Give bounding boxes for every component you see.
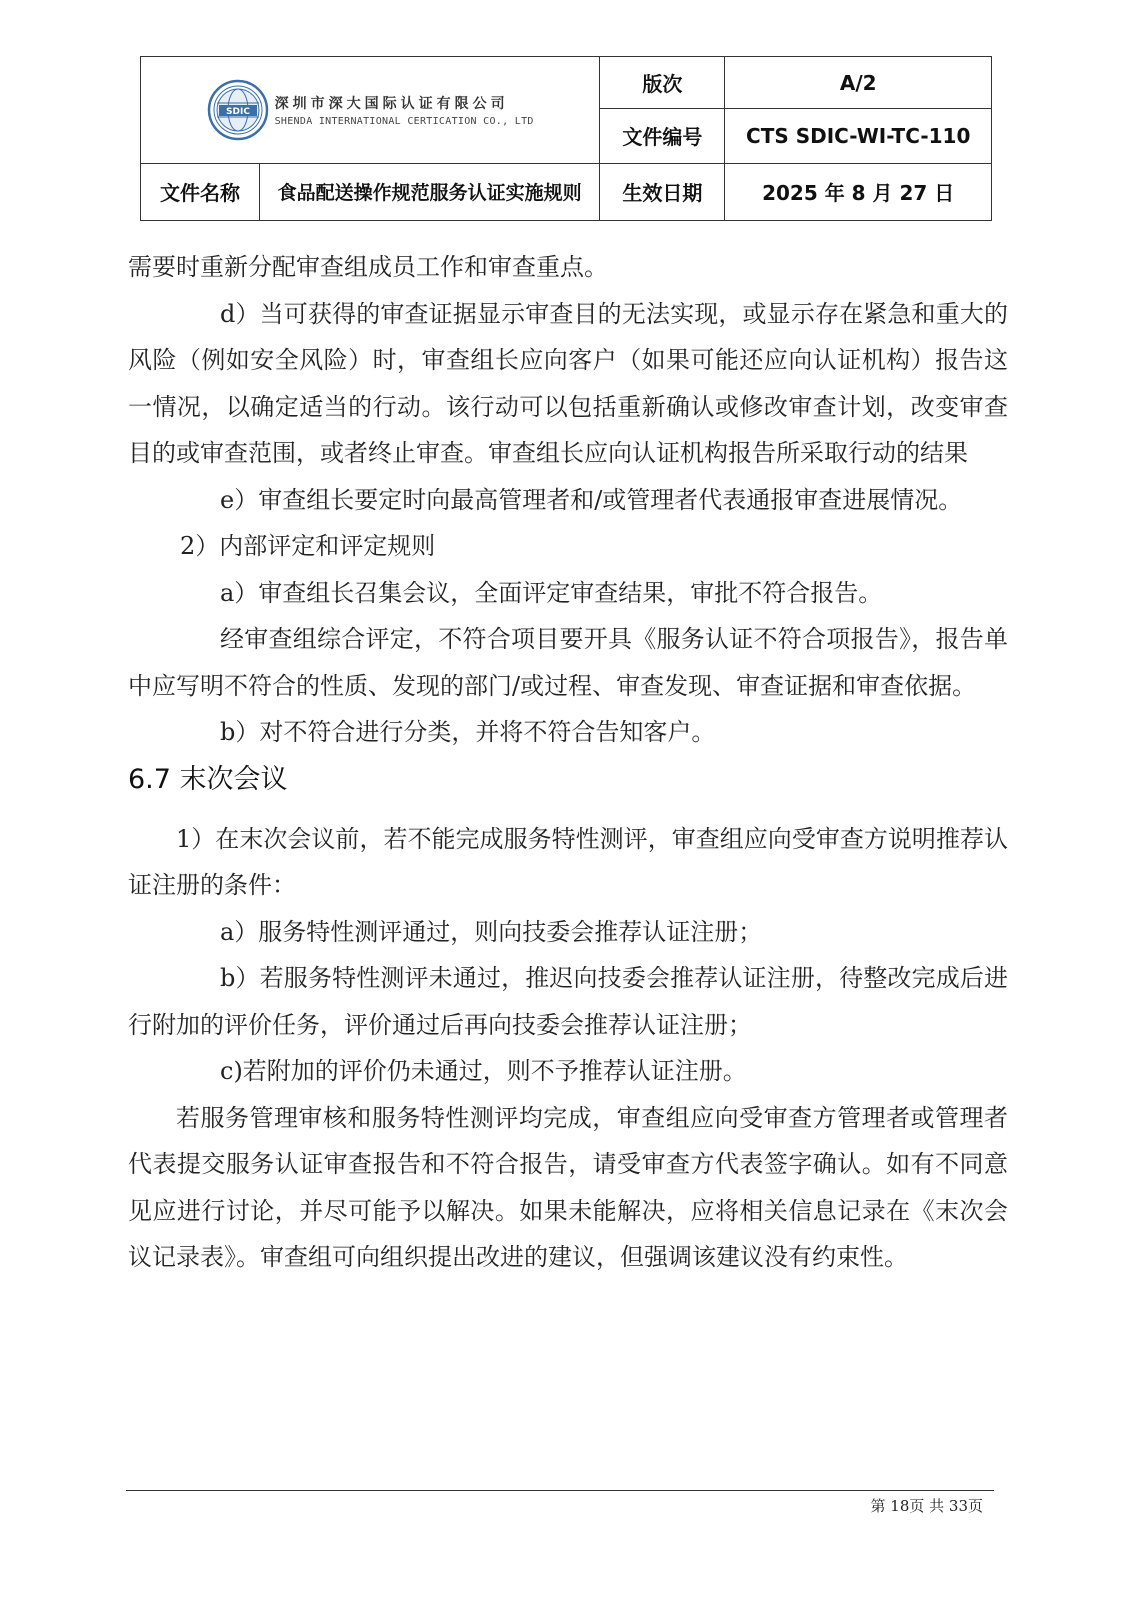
paragraph: a）审查组长召集会议，全面评定审查结果，审批不符合报告。 (220, 578, 883, 607)
version-label: 版次 (600, 57, 725, 109)
doc-name-label: 文件名称 (141, 163, 260, 220)
company-logo-icon (207, 79, 269, 141)
paragraph: a）服务特性测评通过，则向技委会推荐认证注册； (220, 917, 763, 946)
effective-date-label: 生效日期 (600, 163, 725, 220)
doc-name-value: 食品配送操作规范服务认证实施规则 (259, 163, 599, 220)
doc-number-label: 文件编号 (600, 109, 725, 163)
section-heading: 6.7 末次会议 (128, 763, 288, 795)
paragraph: b）若服务特性测评未通过，推迟向技委会推荐认证注册，待整改完成后进行附加的评价任务，评价通过后再向技委会推荐认证注册； (128, 964, 1008, 1039)
version-value: A/2 (725, 57, 992, 109)
effective-date-value: 2025 年 8 月 27 日 (725, 163, 992, 220)
paragraph: 经审查组综合评定，不符合项目要开具《服务认证不符合项报告》，报告单中应写明不符合的性质、发现的部门/或过程、审查发现、审查证据和审查依据。 (128, 625, 1008, 700)
doc-number-value: CTS SDIC-WI-TC-110 (725, 109, 992, 163)
document-body (128, 244, 1008, 1281)
page-number: 第 18页 共 33页 (870, 1497, 983, 1515)
company-name-en: SHENDA INTERNATIONAL CERTICATION CO., LTD (274, 115, 534, 127)
footer-divider (126, 1490, 994, 1491)
paragraph: e）审查组长要定时向最高管理者和/或管理者代表通报审查进展情况。 (220, 485, 963, 514)
paragraph: 1）在末次会议前，若不能完成服务特性测评，审查组应向受审查方说明推荐认证注册的条件： (128, 824, 1008, 899)
company-logo-cell (141, 57, 600, 164)
paragraph: c)若附加的评价仍未通过，则不予推荐认证注册。 (220, 1057, 747, 1085)
paragraph: 2）内部评定和评定规则 (180, 532, 436, 560)
logo-emblem-text: SDIC (225, 106, 250, 117)
paragraph: 需要时重新分配审查组成员工作和审查重点。 (128, 253, 608, 281)
company-name-cn: 深圳市深大国际认证有限公司 (274, 95, 509, 112)
paragraph: 若服务管理审核和服务特性测评均完成，审查组应向受审查方管理者或管理者代表提交服务认证审查报告和不符合报告，请受审查方代表签字确认。如有不同意见应进行讨论，并尽可能予以解决。如果未能解决，应将相关信息记录在《末次会议记录表》。审查组可向组织提出改进的建议，但强调该建议没有约束性。 (128, 1103, 1008, 1271)
document-header-table (140, 56, 992, 221)
paragraph: d）当可获得的审查证据显示审查目的无法实现，或显示存在紧急和重大的风险（例如安全风险）时，审查组长应向客户（如果可能还应向认证机构）报告这一情况，以确定适当的行动。该行动可以包括重新确认或修改审查计划，改变审查目的或审查范围，或者终止审查。审查组长应向认证机构报告所采取行动的结果 (128, 299, 1008, 467)
paragraph: b）对不符合进行分类，并将不符合告知客户。 (220, 718, 716, 746)
